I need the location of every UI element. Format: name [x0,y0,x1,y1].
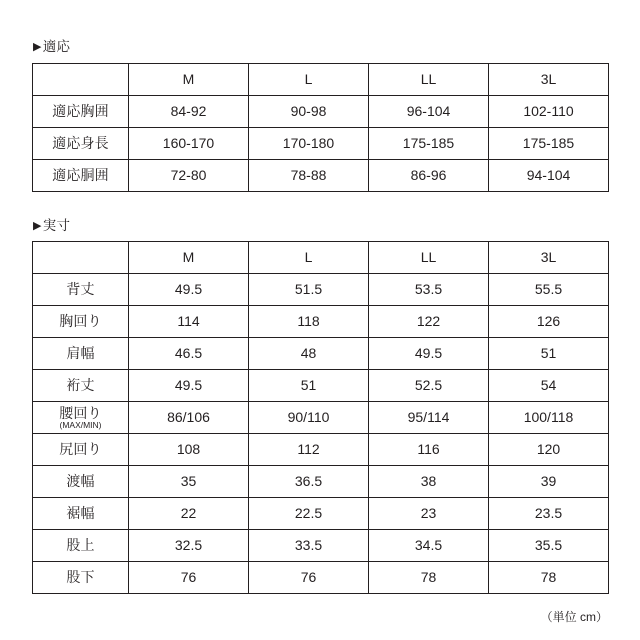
cell-value: 38 [369,466,489,498]
cell-value: 112 [249,434,369,466]
cell-value: 51 [489,338,609,370]
column-header-3l: 3L [489,63,609,95]
cell-value: 170-180 [249,127,369,159]
cell-value: 86-96 [369,159,489,191]
column-header-ll: LL [369,63,489,95]
cell-value: 120 [489,434,609,466]
cell-value: 48 [249,338,369,370]
table-tekiou [32,63,609,192]
cell-value: 108 [129,434,249,466]
cell-value: 78-88 [249,159,369,191]
table-row [33,434,609,466]
cell-value: 34.5 [369,530,489,562]
table-row [33,274,609,306]
section-title-jissun [32,219,608,233]
cell-value: 49.5 [129,274,249,306]
section-title-text: 適応 [42,39,71,54]
table-row [33,127,609,159]
cell-value: 76 [129,562,249,594]
column-header-l: L [249,63,369,95]
cell-value: 118 [249,306,369,338]
table-row [33,95,609,127]
table-row [33,306,609,338]
cell-value: 96-104 [369,95,489,127]
row-label: 裄丈 [33,370,129,402]
cell-value: 76 [249,562,369,594]
column-header-3l: 3L [489,242,609,274]
row-label: 尻回り [33,434,129,466]
table-header-row [33,242,609,274]
column-header-l: L [249,242,369,274]
row-label: 股下 [33,562,129,594]
cell-value: 160-170 [129,127,249,159]
row-label: 裾幅 [33,498,129,530]
cell-value: 90/110 [249,402,369,434]
cell-value: 39 [489,466,609,498]
cell-value: 53.5 [369,274,489,306]
cell-value: 102-110 [489,95,609,127]
cell-value: 22 [129,498,249,530]
cell-value: 84-92 [129,95,249,127]
table-row [33,338,609,370]
corner-cell [33,63,129,95]
row-label: 肩幅 [33,338,129,370]
cell-value: 94-104 [489,159,609,191]
cell-value: 23 [369,498,489,530]
cell-value: 52.5 [369,370,489,402]
section-title-text: 実寸 [42,217,71,233]
cell-value: 175-185 [369,127,489,159]
cell-value: 35 [129,466,249,498]
row-label: 股上 [33,530,129,562]
cell-value: 51.5 [249,274,369,306]
cell-value: 22.5 [249,498,369,530]
table-header-row [33,63,609,95]
row-label: 適応胸囲 [33,95,129,127]
cell-value: 116 [369,434,489,466]
table-row [33,370,609,402]
cell-value: 51 [249,370,369,402]
cell-value: 36.5 [249,466,369,498]
cell-value: 126 [489,306,609,338]
row-label-main: 腰回り [59,404,102,421]
cell-value: 86/106 [129,402,249,434]
table-row [33,159,609,191]
cell-value: 32.5 [129,530,249,562]
cell-value: 95/114 [369,402,489,434]
row-label: 渡幅 [33,466,129,498]
cell-value: 90-98 [249,95,369,127]
table-jissun [32,241,609,594]
cell-value: 54 [489,370,609,402]
cell-value: 175-185 [489,127,609,159]
table-row [33,562,609,594]
row-label: 胸回り [33,306,129,338]
table-row [33,466,609,498]
triangle-right-icon: ▶ [33,219,42,232]
cell-value: 23.5 [489,498,609,530]
row-label: 適応胴囲 [33,159,129,191]
cell-value: 72-80 [129,159,249,191]
corner-cell [33,242,129,274]
cell-value: 49.5 [129,370,249,402]
row-label: 適応身長 [33,127,129,159]
cell-value: 78 [369,562,489,594]
cell-value: 33.5 [249,530,369,562]
cell-value: 100/118 [489,402,609,434]
cell-value: 46.5 [129,338,249,370]
cell-value: 35.5 [489,530,609,562]
table-row [33,530,609,562]
section-gap [32,192,608,219]
section-title-tekiou [32,40,608,54]
cell-value: 122 [369,306,489,338]
column-header-m: M [129,242,249,274]
triangle-right-icon: ▶ [33,41,42,53]
column-header-ll: LL [369,242,489,274]
cell-value: 55.5 [489,274,609,306]
cell-value: 78 [489,562,609,594]
table-row [33,498,609,530]
row-label: 背丈 [33,274,129,306]
column-header-m: M [129,63,249,95]
table-row [33,402,609,434]
row-label-sub: (MAX/MIN) [59,420,102,431]
row-label [33,402,129,434]
unit-note: （単位 cm） [540,610,608,624]
cell-value: 114 [129,306,249,338]
cell-value: 49.5 [369,338,489,370]
